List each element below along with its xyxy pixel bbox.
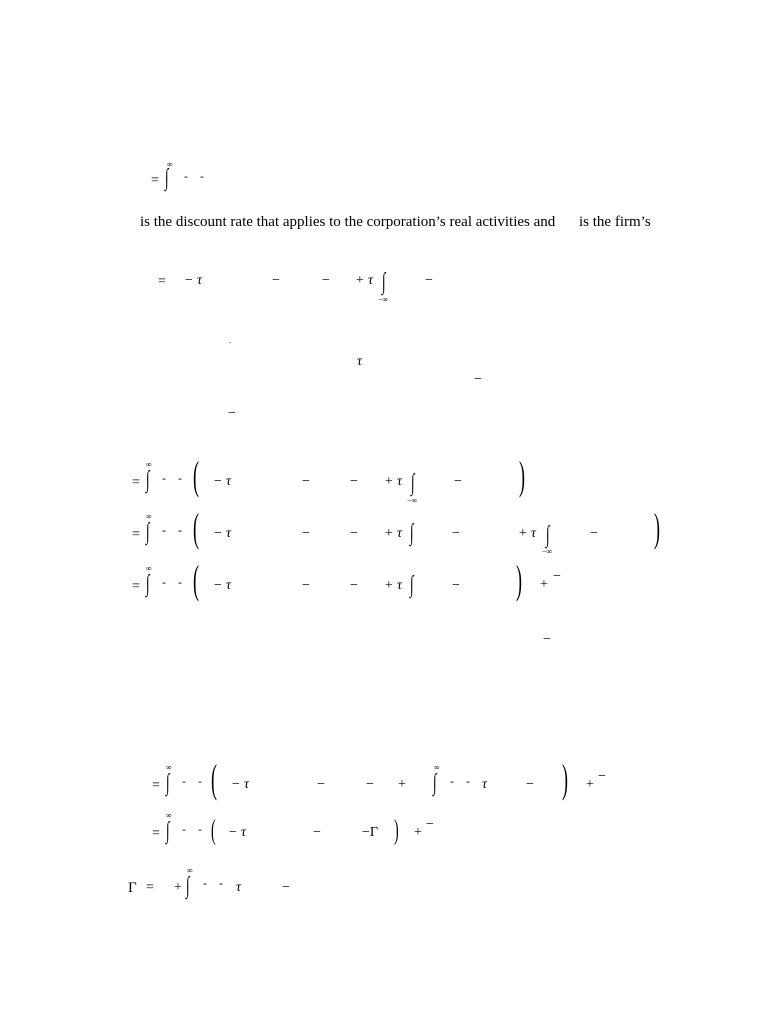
minus-sign: - — [200, 169, 204, 183]
right-paren: ) — [562, 756, 568, 801]
minus-sign: - — [162, 575, 166, 589]
integral-lower-limit: −∞ — [407, 496, 418, 505]
minus-sign: - — [219, 876, 223, 890]
minus-sign: - — [178, 471, 182, 485]
tau-symbol: τ — [357, 354, 363, 369]
plus-sign: + — [540, 577, 548, 592]
left-paren: ( — [193, 557, 199, 602]
minus-sign: − — [228, 406, 236, 421]
integral-sign: ∫ — [166, 770, 170, 796]
integral-sign: ∫ — [146, 519, 150, 545]
minus-sign: − — [474, 372, 482, 387]
equals-sign: = — [152, 826, 160, 841]
minus-sign: - — [162, 523, 166, 537]
equals-sign: = — [132, 579, 140, 594]
integral-sign: ∫ — [433, 770, 437, 796]
left-paren: ( — [193, 505, 199, 550]
integral-sign: ∫ — [146, 467, 150, 493]
minus-sign: - — [178, 575, 182, 589]
minus-sign: − — [350, 474, 358, 489]
integral-upper-limit: ∞ — [167, 160, 173, 169]
integral-lower-limit: −∞ — [378, 295, 389, 304]
overbar-minus: − — [426, 817, 434, 832]
plus-sign: + — [174, 880, 182, 895]
integral-sign: ∫ — [410, 520, 414, 546]
minus-sign: − — [543, 632, 551, 647]
integral-upper-limit: ∞ — [166, 763, 172, 772]
minus-sign: − — [526, 777, 534, 792]
right-paren: ) — [516, 557, 522, 602]
body-text-tail: is the firm’s — [579, 214, 651, 230]
integral-sign: ∫ — [546, 522, 550, 548]
minus-tau: − τ — [228, 825, 246, 840]
minus-sign: - — [198, 822, 202, 836]
minus-sign: − — [322, 273, 330, 288]
minus-sign: − — [272, 273, 280, 288]
plus-tau: + τ — [355, 273, 373, 288]
right-paren: ) — [654, 505, 660, 550]
minus-sign: − — [454, 474, 462, 489]
minus-tau: − τ — [184, 273, 202, 288]
minus-tau: − τ — [213, 474, 231, 489]
integral-upper-limit: ∞ — [434, 763, 440, 772]
minus-sign: - — [162, 471, 166, 485]
overbar-minus: − — [598, 769, 606, 784]
equals-sign: = — [152, 778, 160, 793]
left-paren: ( — [211, 756, 217, 801]
minus-sign: − — [350, 578, 358, 593]
minus-tau: − τ — [213, 526, 231, 541]
integral-upper-limit: ∞ — [187, 866, 193, 875]
equals-sign: = — [132, 527, 140, 542]
minus-sign: − — [313, 825, 321, 840]
equals-sign: = — [158, 274, 166, 289]
equals-sign: = — [132, 475, 140, 490]
minus-sign: - — [203, 876, 207, 890]
integral-sign: ∫ — [166, 818, 170, 844]
integral-sign: ∫ — [410, 572, 414, 598]
tau-symbol: τ — [236, 880, 242, 895]
right-paren: ) — [394, 815, 399, 846]
minus-sign: - — [182, 822, 186, 836]
right-paren: ) — [519, 453, 525, 498]
minus-sign: − — [350, 526, 358, 541]
plus-tau: + τ — [518, 526, 536, 541]
minus-sign: − — [590, 526, 598, 541]
minus-sign: − — [452, 526, 460, 541]
plus-sign: + — [414, 825, 422, 840]
integral-upper-limit: ∞ — [146, 512, 152, 521]
minus-sign: − — [452, 578, 460, 593]
plus-tau: + τ — [384, 578, 402, 593]
minus-sign: - — [450, 774, 454, 788]
body-text: is the discount rate that applies to the corporation’s real activities and — [140, 214, 556, 230]
minus-sign: − — [282, 880, 290, 895]
plus-tau: + τ — [384, 526, 402, 541]
minus-sign: - — [178, 523, 182, 537]
minus-tau: − τ — [213, 578, 231, 593]
integral-sign: ∫ — [411, 470, 415, 496]
minus-tau: − τ — [231, 777, 249, 792]
equals-sign: = — [151, 173, 159, 188]
minus-sign: - — [466, 774, 470, 788]
integral-upper-limit: ∞ — [146, 564, 152, 573]
plus-tau: + τ — [384, 474, 402, 489]
integral-sign: ∫ — [146, 571, 150, 597]
integral-sign: ∫ — [382, 269, 386, 295]
integral-upper-limit: ∞ — [146, 460, 152, 469]
minus-sign: - — [182, 774, 186, 788]
overbar-minus: − — [553, 569, 561, 584]
minus-sign: − — [302, 526, 310, 541]
integral-sign: ∫ — [165, 165, 169, 191]
equals-sign: = — [146, 880, 154, 895]
tau-symbol: τ — [482, 777, 488, 792]
minus-gamma: −Γ — [362, 825, 378, 840]
left-paren: ( — [193, 453, 199, 498]
minus-sign: - — [184, 169, 188, 183]
left-paren: ( — [211, 815, 216, 846]
integral-upper-limit: ∞ — [166, 811, 172, 820]
minus-sign: − — [302, 474, 310, 489]
integral-sign: ∫ — [186, 873, 190, 899]
plus-sign: + — [586, 777, 594, 792]
minus-sign: − — [425, 273, 433, 288]
gamma-symbol: Γ — [128, 880, 137, 896]
minus-sign: − — [302, 578, 310, 593]
minus-sign: − — [317, 777, 325, 792]
dot: . — [229, 336, 231, 345]
minus-sign: - — [198, 774, 202, 788]
minus-sign: − — [366, 777, 374, 792]
integral-lower-limit: −∞ — [542, 547, 553, 556]
plus-sign: + — [398, 777, 406, 792]
